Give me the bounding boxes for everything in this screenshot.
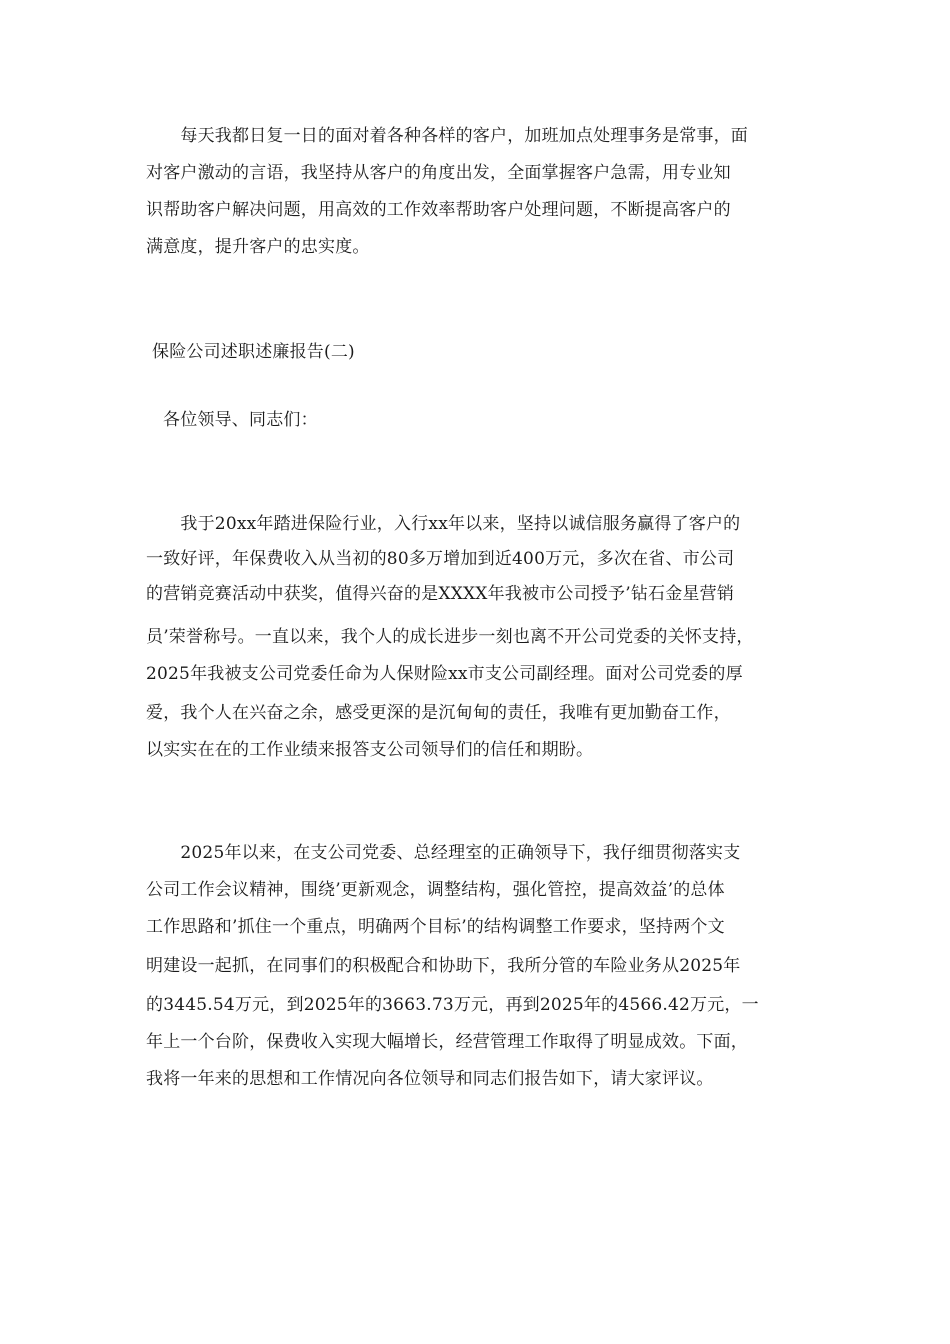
text-line: 2025年以来，在支公司党委、总经理室的正确领导下，我仔细贯彻落实支	[146, 843, 741, 863]
text-line: 年上一个台阶，保费收入实现大幅增长，经营管理工作取得了明显成效。下面，	[146, 1032, 748, 1052]
text-line: 我将一年来的思想和工作情况向各位领导和同志们报告如下，请大家评议。	[146, 1069, 714, 1089]
text-line: 公司工作会议精神，围绕’更新观念，调整结构，强化管控，提高效益’的总体	[146, 880, 725, 900]
text-line: 工作思路和’抓住一个重点，明确两个目标’的结构调整工作要求，坚持两个文	[146, 917, 725, 937]
salutation: 各位领导、同志们：	[163, 410, 318, 430]
text-line: 对客户激动的言语，我坚持从客户的角度出发，全面掌握客户急需，用专业知	[146, 163, 731, 183]
text-line: 满意度，提升客户的忠实度。	[146, 237, 370, 257]
section-title: 保险公司述职述廉报告(二)	[152, 342, 355, 362]
text-line: 的营销竞赛活动中获奖，值得兴奋的是XXXX年我被市公司授予’钻石金星营销	[146, 584, 735, 604]
text-line: 以实实在在的工作业绩来报答支公司领导们的信任和期盼。	[146, 740, 594, 760]
text-line: 一致好评，年保费收入从当初的80多万增加到近400万元，多次在省、市公司	[146, 549, 735, 569]
text-line: 每天我都日复一日的面对着各种各样的客户，加班加点处理事务是常事，面	[146, 126, 748, 146]
text-line: 2025年我被支公司党委任命为人保财险xx市支公司副经理。面对公司党委的厚	[146, 664, 743, 684]
text-line: 员’荣誉称号。一直以来，我个人的成长进步一刻也离不开公司党委的关怀支持，	[146, 627, 754, 647]
text-line: 识帮助客户解决问题，用高效的工作效率帮助客户处理问题，不断提高客户的	[146, 200, 731, 220]
text-line: 明建设一起抓，在同事们的积极配合和协助下，我所分管的车险业务从2025年	[146, 956, 741, 976]
text-line: 的3445.54万元，到2025年的3663.73万元，再到2025年的4566.42万元，一	[146, 995, 759, 1015]
text-line: 我于20xx年踏进保险行业，入行xx年以来，坚持以诚信服务赢得了客户的	[146, 514, 741, 534]
text-line: 爱，我个人在兴奋之余，感受更深的是沉甸甸的责任，我唯有更加勤奋工作，	[146, 703, 731, 723]
